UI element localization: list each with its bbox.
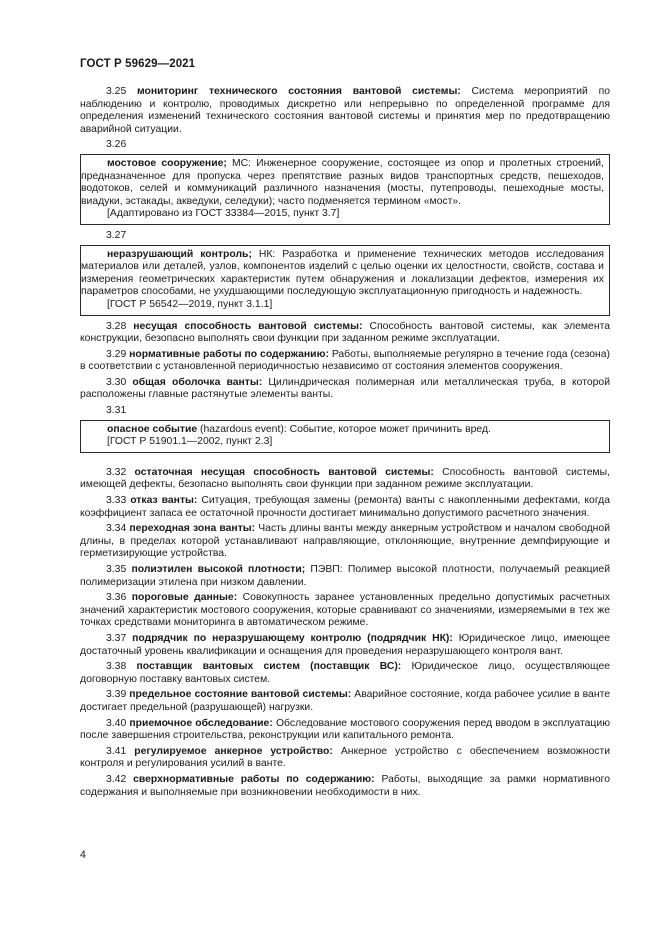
term-name: опасное событие [107,423,198,435]
term-3-38 [80,661,610,686]
term-definition: Способность вантовой системы, имеющей дефекты, безопасно выполнять свои функции при заданном режиме эксплуатации. [80,466,610,491]
term-3-37 [80,633,610,658]
term-number: 3.26 [106,139,127,151]
term-3-31 [81,424,604,437]
term-name: регулируемое анкерное устройство: [134,745,333,757]
term-3-42 [80,774,610,799]
term-3-40 [80,718,610,743]
term-3-41 [80,746,610,771]
term-definition: (hazardous event): Событие, которое может причинить вред. [197,423,491,435]
term-definition: Анкерное устройство с обеспечением возможности контроля и регулирования усилий в ванте. [80,745,611,770]
term-3-26 [81,158,604,208]
term-3-30 [80,377,610,402]
page-number: 4 [80,849,86,861]
term-definition: Аварийное состояние, когда рабочее усилие в ванте достигает предельной (разрушающей) нагрузки. [80,689,610,713]
term-number: 3.35 [106,564,127,575]
term-name: нормативные работы по содержанию: [129,348,329,360]
term-name: общая оболочка ванты: [132,376,263,388]
term-number: 3.25 [106,86,127,97]
term-3-36 [80,592,610,630]
term-definition: Часть длины ванты между анкерным устройством и началом свободной длины, в пределах которой устанавливают направляющие, отклоняющие, внутренние демпфирующие и герметизирующие устройства. [80,523,610,560]
term-3-25 [80,86,610,136]
term-reference: [Адаптировано из ГОСТ 33384—2015, пункт 3.7] [107,208,340,220]
term-definition: ПЭВП: Полимер высокой плотности, получаемый реакцией полимеризации этилена при низком давлении. [80,564,611,588]
term-number: 3.37 [106,632,127,644]
term-name: несущая способность вантовой системы: [133,320,363,332]
term-3-39 [80,689,610,714]
term-reference: [ГОСТ Р 56542—2019, пункт 3.1.1] [107,298,273,310]
term-name: мониторинг технического состояния вантовой системы: [137,86,461,97]
term-name: неразрушающий контроль; [107,248,252,260]
term-number: 3.33 [106,495,127,507]
term-3-33 [80,495,610,520]
term-3-32 [80,467,610,492]
term-number: 3.40 [106,717,127,729]
term-3-35 [80,564,610,589]
term-number: 3.27 [106,229,127,241]
term-number: 3.32 [106,466,127,478]
term-box-3-31 [80,420,610,453]
term-definition: Работы, выходящие за рамки нормативного содержания и выполняемые при возникновении необходимости в них. [80,773,610,798]
term-number: 3.29 [106,348,127,360]
term-name: поставщик вантовых систем (поставщик ВС): [136,661,402,673]
term-name: подрядчик по неразрушающему контролю (подрядчик НК): [132,632,453,644]
term-name: приемочное обследование: [129,717,273,729]
term-3-28 [80,321,610,346]
term-definition: НК: Разработка и применение технических методов исследования материалов или деталей, узлов, компонентов изделий с целью оценки их целостности, свойств, состава и измерения геометрических характеристик путем обнаружения и локализации дефектов, измерения их параметров способами, не ухудшающими последующую эксплуатационную пригодность и надежность. [81,248,604,298]
term-reference: [ГОСТ Р 51901.1—2002, пункт 2.3] [107,436,273,448]
term-name: предельное состояние вантовой системы: [129,689,352,701]
term-definition: Способность вантовой системы, как элемента конструкции, безопасно выполнять свои функции при заданном режиме эксплуатации. [80,320,610,345]
term-definition: Юридическое лицо, осуществляющее договорную поставку вантовых систем. [80,661,611,685]
term-box-3-26 [80,154,610,225]
term-number: 3.31 [106,405,127,417]
document-body [80,86,610,799]
term-definition: Обследование мостового сооружения перед вводом в эксплуатацию после завершения строительства, реконструкции или капитального ремонта. [80,717,610,742]
term-definition: МС: Инженерное сооружение, состоящее из опор и пролетных строений, предназначенное для пропуска через препятствие разных видов транспортных средств, пешеходов, водотоков, селей и коммуникаций различного назначения (мосты, путепроводы, пешеходные мосты, виадуки, эстакады, акведуки, селедуки); часто подменяется термином «мост». [81,157,604,207]
term-number: 3.38 [106,661,127,673]
term-name: пороговые данные: [131,592,238,604]
term-definition: Система мероприятий по наблюдению и контролю, проводимых дискретно или непрерывно по определенной программе для определения изменений технического состояния вантовой системы и принятия мер по предотвращению аварийной ситуации. [80,86,610,135]
term-name: остаточная несущая способность вантовой системы: [134,466,434,478]
term-name: переходная зона ванты: [129,523,256,535]
term-3-34 [80,523,610,561]
term-definition: Юридическое лицо, имеющее достаточный уровень квалификации и оснащения для проведения неразрушающего контроля вант. [80,632,611,657]
term-name: сверхнормативные работы по содержанию: [133,773,375,785]
term-definition: Ситуация, требующая замены (ремонта) ванты с накопленными дефектами, когда коэффициент запаса ее остаточной прочности достигает минимально допустимого расчетного значения. [80,495,611,519]
term-number: 3.41 [106,745,127,757]
term-number: 3.39 [106,689,127,701]
term-number: 3.42 [106,773,127,785]
term-name: полиэтилен высокой плотности; [131,564,306,575]
term-definition: Цилиндрическая полимерная или металлическая труба, в которой расположены главные растянутые элементы ванты. [80,376,611,401]
term-box-3-27 [80,245,610,316]
term-name: мостовое сооружение; [107,157,227,169]
term-name: отказ ванты: [130,495,198,507]
term-3-29 [80,349,610,374]
term-definition: Совокупность заранее установленных предельно допустимых расчетных значений характеристик мостового сооружения, которые сравнивают со значениями, измеряемыми в тех же точках средствами мониторинга в автоматическом режиме. [80,592,611,629]
term-3-27 [81,249,604,299]
document-header: ГОСТ Р 59629—2021 [80,58,196,70]
term-number: 3.34 [106,523,127,535]
term-number: 3.30 [106,376,127,388]
term-number: 3.28 [106,320,127,332]
term-definition: Работы, выполняемые регулярно в течение года (сезона) в соответствии с установленной периодичностью независимо от состояния элементов сооружения. [80,348,610,373]
term-number: 3.36 [106,592,127,604]
